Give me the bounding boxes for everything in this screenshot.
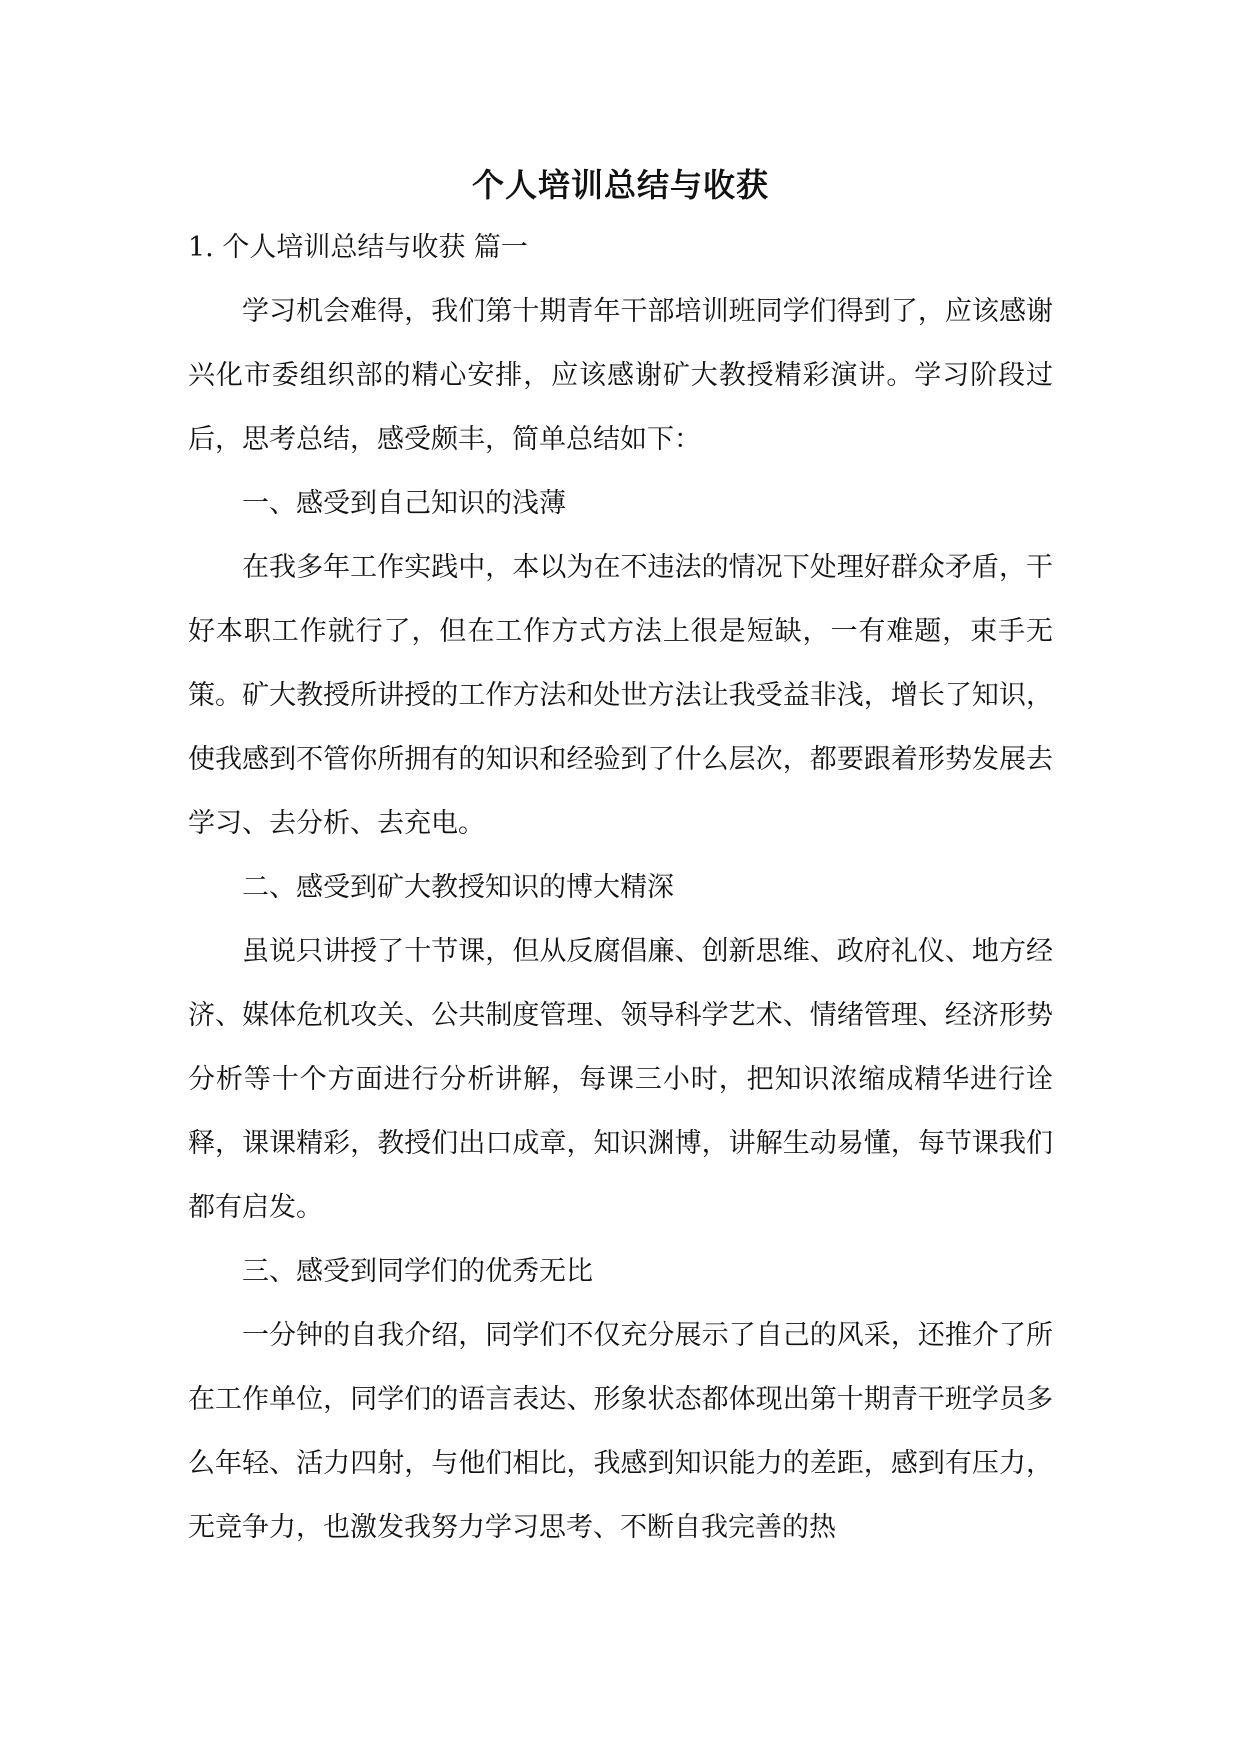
paragraph-3: 一分钟的自我介绍，同学们不仅充分展示了自己的风采，还推介了所在工作单位，同学们的语言表达、形象状态都体现出第十期青干班学员多么年轻、活力四射，与他们相比，我感到知识能力的差距，感到有压力，无竞争力，也激发我努力学习思考、不断自我完善的热 (188, 1320, 1053, 1543)
section-title: 1. 个人培训总结与收获 篇一 (188, 232, 528, 263)
document-title: 个人培训总结与收获 (471, 166, 769, 204)
subheading-2: 二、感受到矿大教授知识的博大精深 (242, 872, 674, 903)
paragraph-2: 虽说只讲授了十节课，但从反腐倡廉、创新思维、政府礼仪、地方经济、媒体危机攻关、公共制度管理、领导科学艺术、情绪管理、经济形势分析等十个方面进行分析讲解，每课三小时，把知识浓缩成精华进行诠释，课课精彩，教授们出口成章，知识渊博，讲解生动易懂，每节课我们都有启发。 (188, 936, 1053, 1223)
subheading-1: 一、感受到自己知识的浅薄 (242, 488, 566, 519)
document-body (188, 160, 1053, 1560)
paragraph-intro: 学习机会难得，我们第十期青年干部培训班同学们得到了，应该感谢兴化市委组织部的精心安排，应该感谢矿大教授精彩演讲。学习阶段过后，思考总结，感受颇丰，简单总结如下： (188, 296, 1053, 455)
subheading-3: 三、感受到同学们的优秀无比 (242, 1256, 593, 1287)
paragraph-1: 在我多年工作实践中，本以为在不违法的情况下处理好群众矛盾，干好本职工作就行了，但在工作方式方法上很是短缺，一有难题，束手无策。矿大教授所讲授的工作方法和处世方法让我受益非浅，增长了知识，使我感到不管你所拥有的知识和经验到了什么层次，都要跟着形势发展去学习、去分析、去充电。 (188, 552, 1053, 839)
